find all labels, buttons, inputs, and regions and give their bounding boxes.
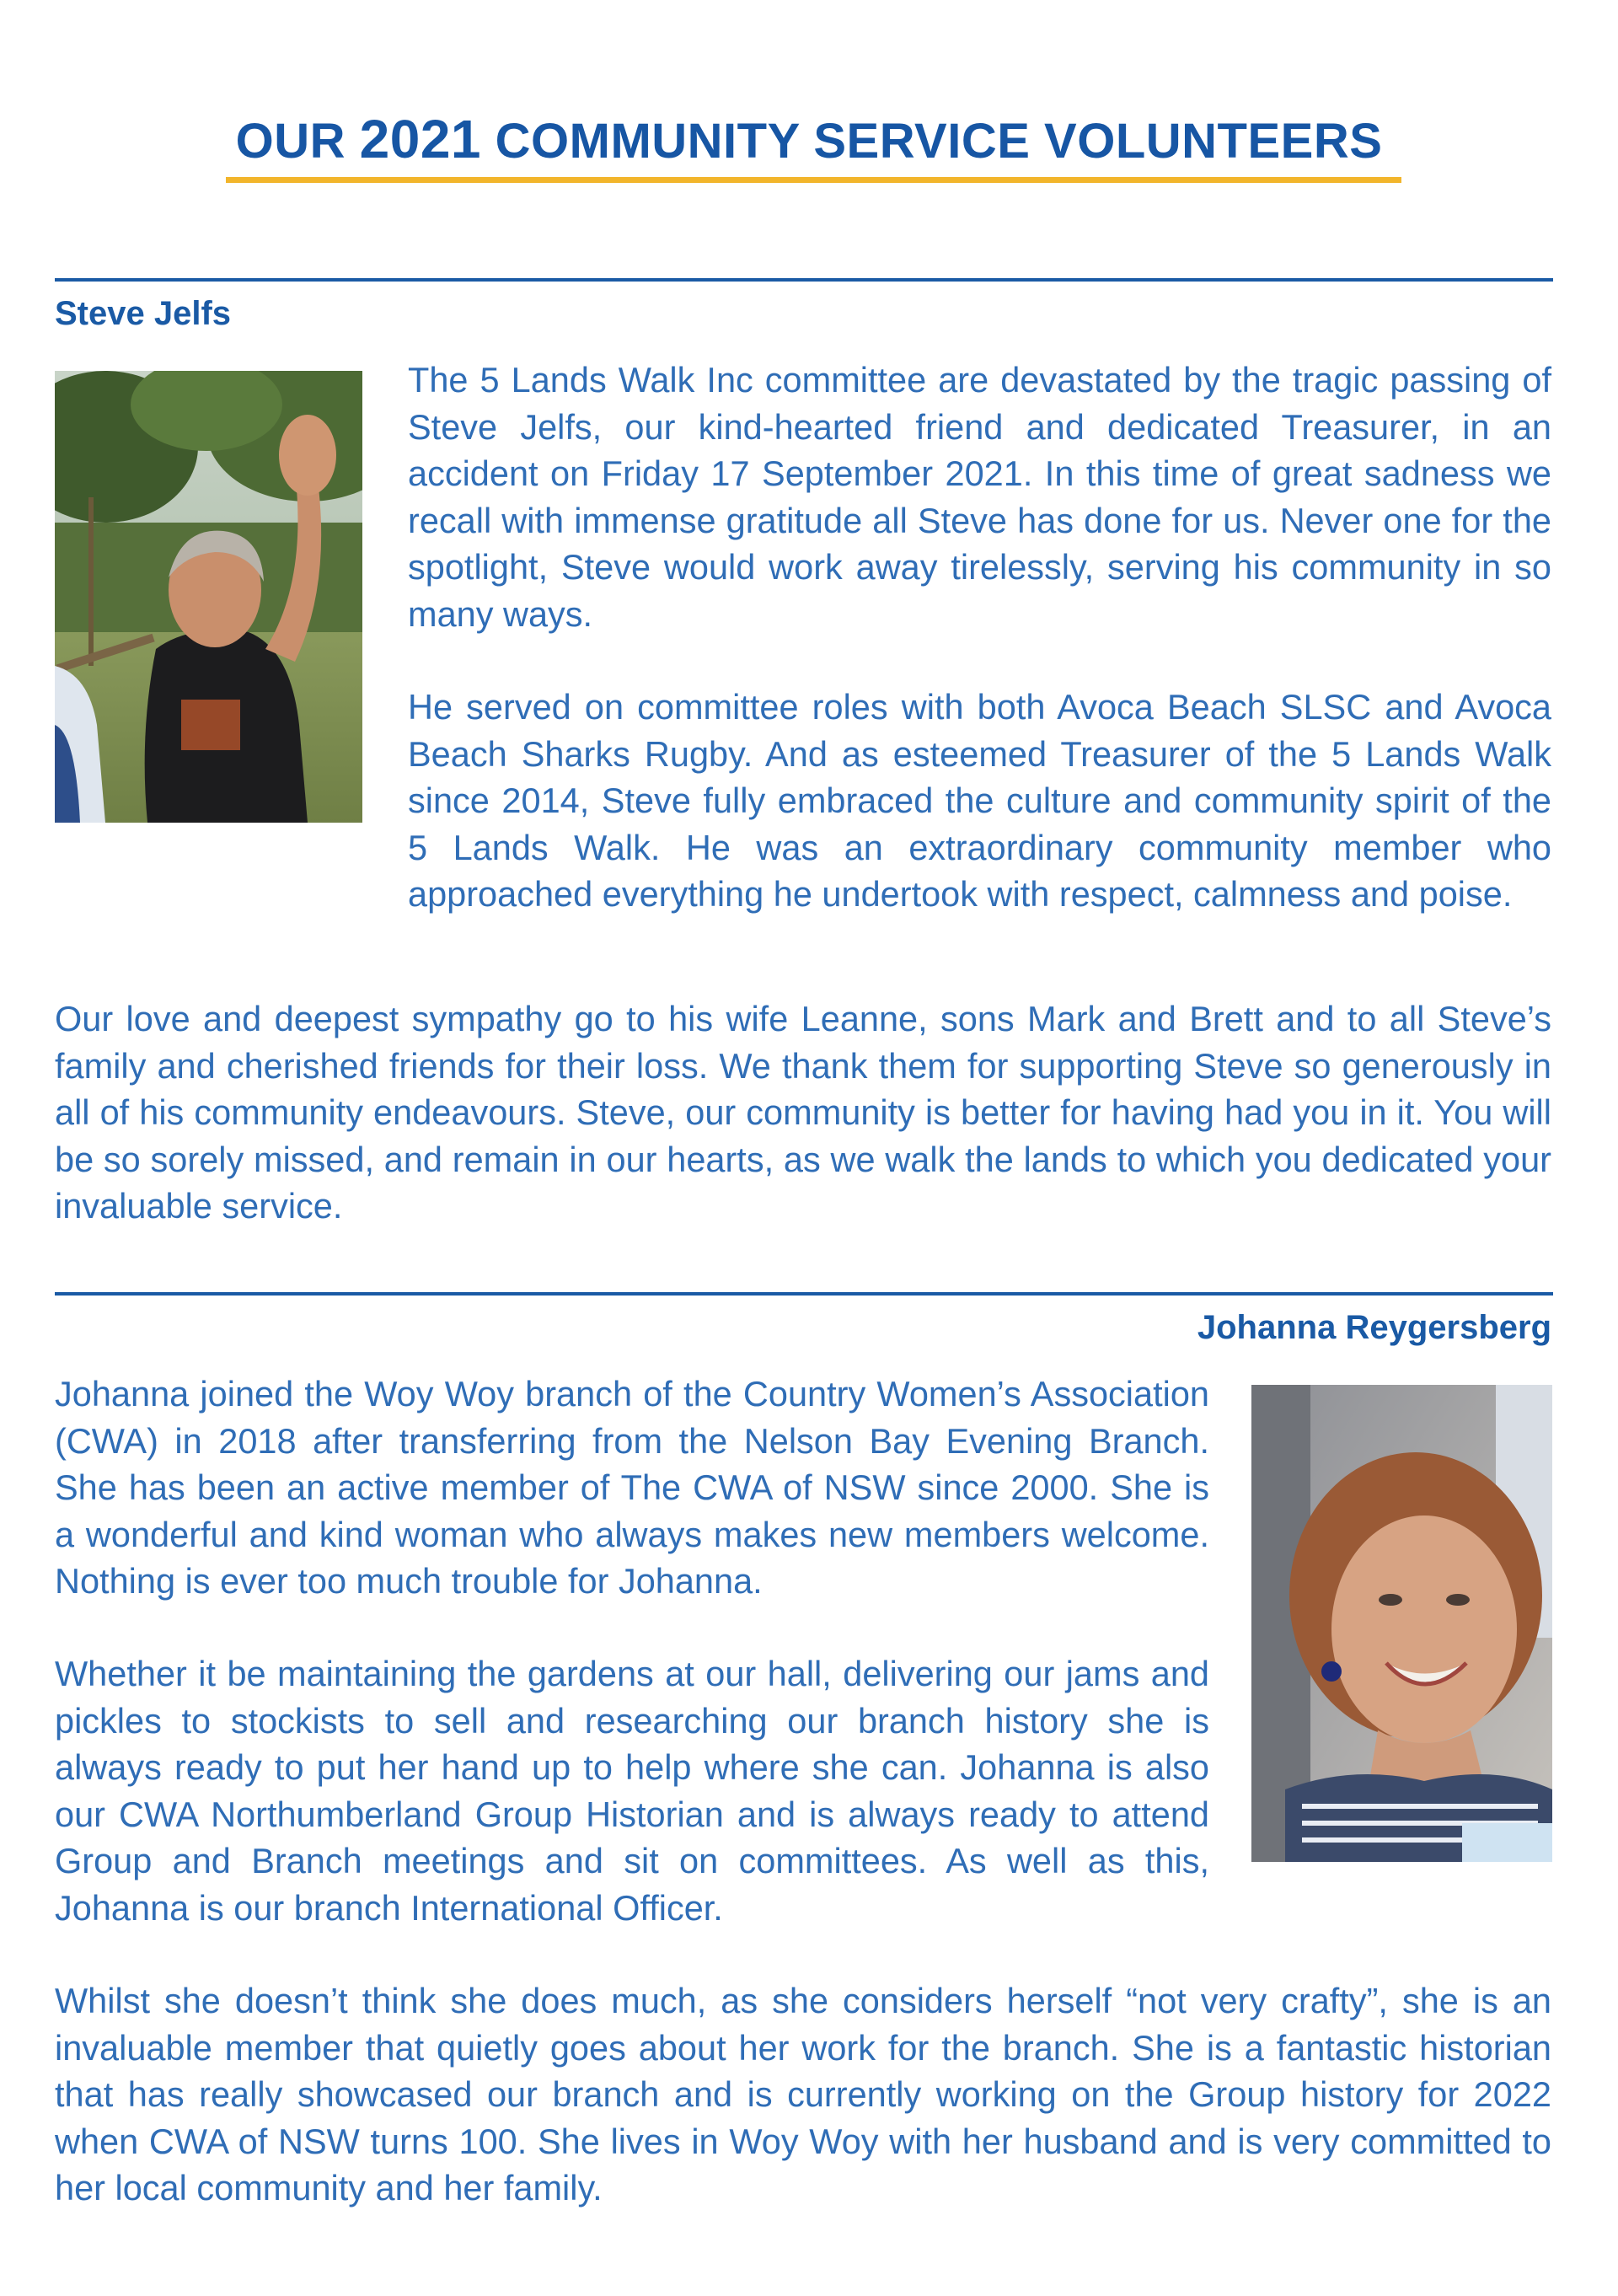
johanna-name-heading: Johanna Reygersberg xyxy=(1197,1309,1551,1346)
johanna-paragraph-1: Johanna joined the Woy Woy branch of the Country Women’s Association (CWA) in 2018 after transferring from the Nelson Bay Evening Branch. She has been an active member of The CWA of NSW since 2000. She is a wonderful and kind woman who always makes new members welcome. Nothing is ever too much trouble for Johanna. xyxy=(55,1374,1209,1601)
johanna-photo xyxy=(1251,1385,1552,1862)
steve-paragraph-3: Our love and deepest sympathy go to his wife Leanne, sons Mark and Brett and to all Steve’s family and cherished friends for their loss. We thank them for supporting Steve so generously in all of his community endeavours. Steve, our community is better for having had you in it. You will be so sorely missed, and remain in our hearts, as we walk the lands to which you dedicated your invaluable service. xyxy=(55,999,1551,1226)
section-divider-steve xyxy=(55,278,1553,282)
steve-paragraph-1: The 5 Lands Walk Inc committee are devastated by the tragic passing of Steve Jelfs, our kind-hearted friend and dedicated Treasurer, in an accident on Friday 17 September 2021. In this time of great sadness we recall with immense gratitude all Steve has done for us. Never one for the spotlight, Steve would work away tirelessly, serving his community in so many ways. xyxy=(408,360,1551,634)
title-suffix: COMMUNITY SERVICE VOLUNTEERS xyxy=(495,114,1383,169)
portrait-photo-icon xyxy=(1251,1385,1552,1862)
steve-paragraph-2: He served on committee roles with both Avoca Beach SLSC and Avoca Beach Sharks Rugby. And as esteemed Treasurer of the 5 Lands Walk since 2014, Steve fully embraced the culture and community spirit of the 5 Lands Walk. He was an extraordinary community member who approached everything he undertook with respect, calmness and poise. xyxy=(408,687,1551,914)
steve-name-heading: Steve Jelfs xyxy=(55,295,232,332)
title-prefix: OUR xyxy=(235,114,346,169)
portrait-photo-icon xyxy=(55,371,362,823)
section-divider-johanna xyxy=(55,1292,1553,1296)
title-underline xyxy=(226,177,1401,183)
page-title xyxy=(0,108,1618,170)
johanna-paragraph-3: Whilst she doesn’t think she does much, as she considers herself “not very crafty”, she is an invaluable member that quietly goes about her work for the branch. She is a fantastic historian that has really showcased our branch and is currently working on the Group history for 2022 when CWA of NSW turns 100. She lives in Woy Woy with her husband and is very committed to her local community and her family. xyxy=(55,1981,1551,2207)
johanna-paragraph-2: Whether it be maintaining the gardens at our hall, delivering our jams and pickles to stockists to sell and researching our branch history she is always ready to put her hand up to help where she can. Johanna is also our CWA Northumberland Group Historian and is always ready to attend Group and Branch meetings and sit on committees. As well as this, Johanna is our branch International Officer. xyxy=(55,1654,1209,1928)
title-year: 2021 xyxy=(359,109,481,169)
steve-photo xyxy=(55,371,362,823)
